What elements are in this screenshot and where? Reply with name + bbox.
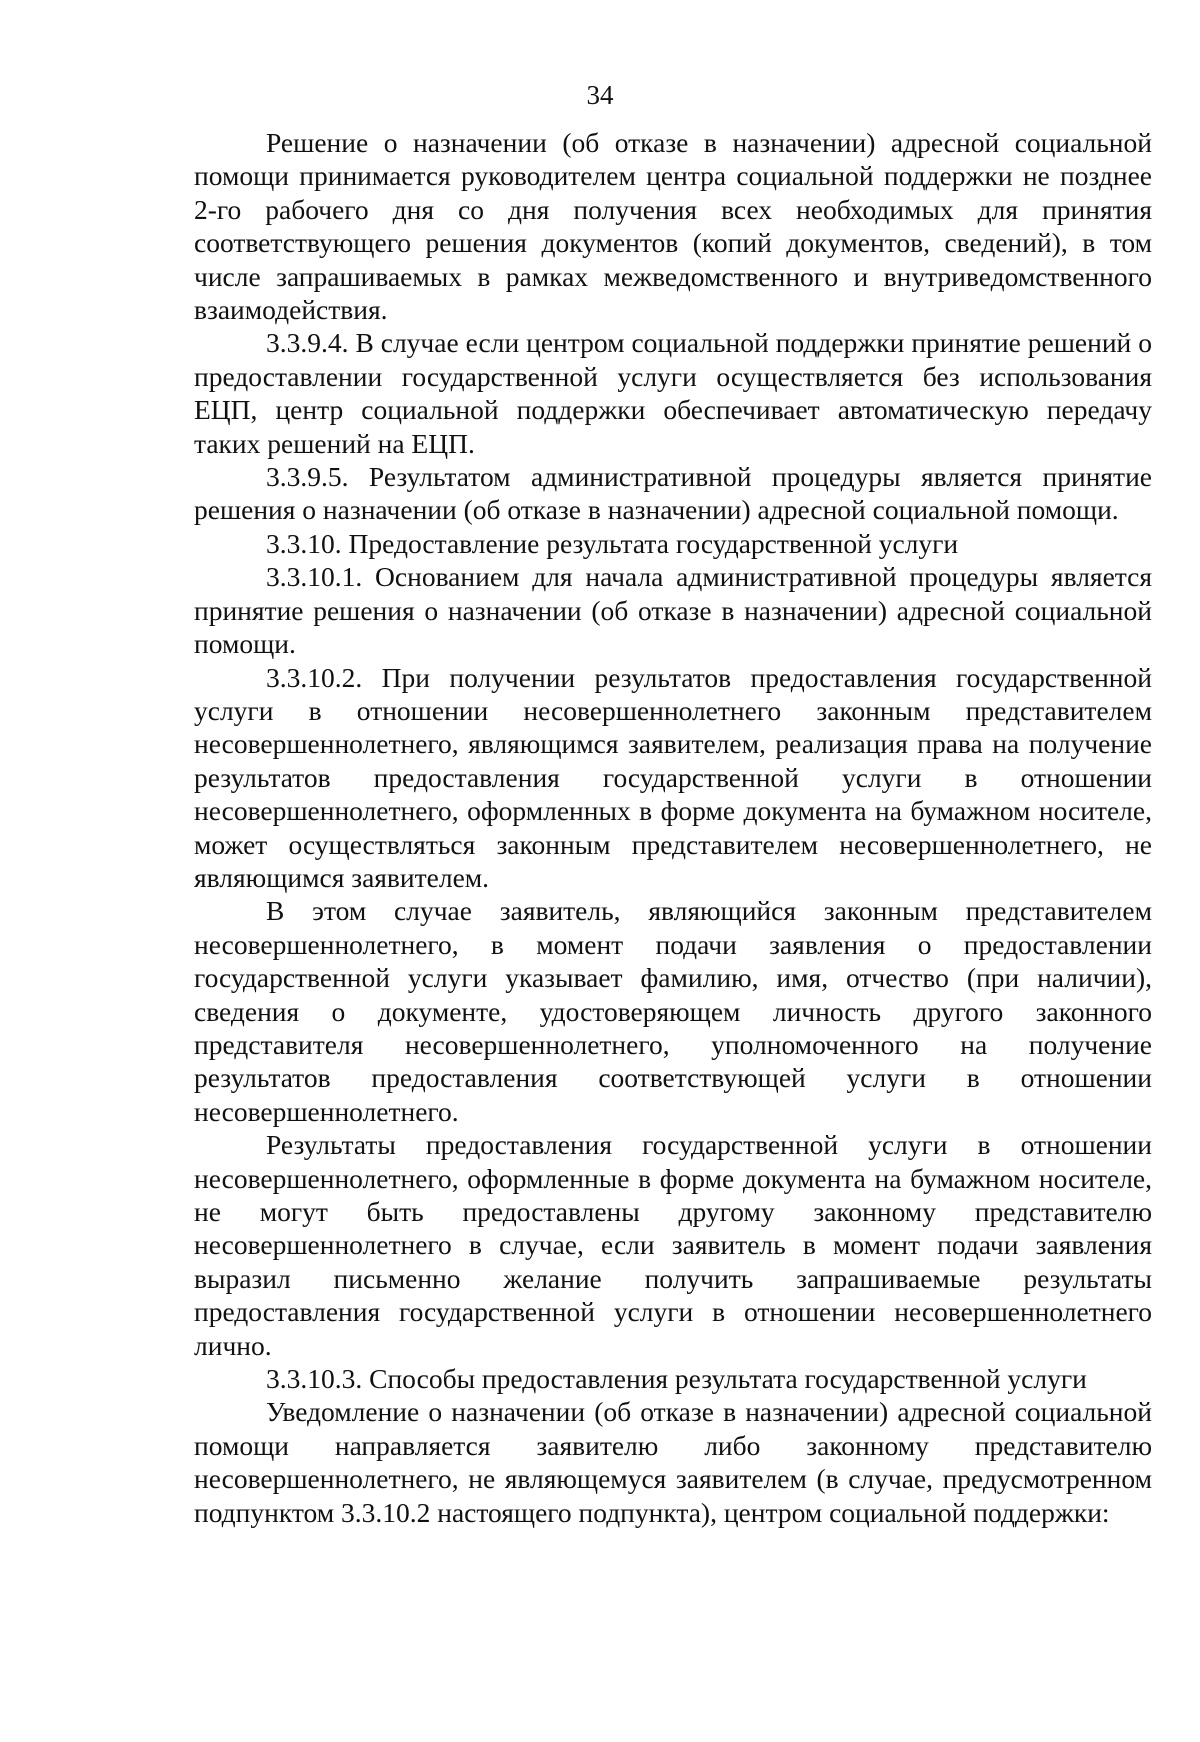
section-heading-3-3-10: 3.3.10. Предоставление результата государственной услуги [266, 527, 959, 559]
paragraph-3-3-9-5: 3.3.9.5. Результатом административной процедуры является принятие решения о назначении (об отказе в назначении) адресной социальной помощи. [194, 461, 1152, 526]
paragraph-decision-deadline: Решение о назначении (об отказе в назначении) адресной социальной помощи принимается руководителем центра социальной поддержки не позднее 2-го рабочего дня со дня получения всех необходимых для принятия соответствующего решения документов (копий документов, сведений), в том числе запрашиваемых в рамках межведомственного и внутриведомственного взаимодействия. [194, 127, 1152, 326]
page-number: 34 [586, 80, 614, 110]
paragraph-3-3-9-4: 3.3.9.4. В случае если центром социальной поддержки принятие решений о предоставлении государственной услуги осуществляется без использования ЕЦП, центр социальной поддержки обеспечивает автоматическую передачу таких решений на ЕЦП. [194, 327, 1152, 459]
document-body [194, 126, 1152, 1529]
paragraph-applicant-representative: В этом случае заявитель, являющийся законным представителем несовершеннолетнего, в момент подачи заявления о предоставлении государственной услуги указывает фамилию, имя, отчество (при наличии), сведения о документе, удостоверяющем личность другого законного представителя несовершеннолетнего, уполномоченного на получение результатов предоставления соответствующей услуги в отношении несовершеннолетнего. [194, 895, 1152, 1127]
paragraph-results-restriction: Результаты предоставления государственной услуги в отношении несовершеннолетнего, оформленные в форме документа на бумажном носителе, не могут быть предоставлены другому законному представителю несовершеннолетнего в случае, если заявитель в момент подачи заявления выразил письменно желание получить запрашиваемые результаты предоставления государственной услуги в отношении несовершеннолетнего лично. [194, 1129, 1152, 1361]
paragraph-3-3-10-2: 3.3.10.2. При получении результатов предоставления государственной услуги в отношении несовершеннолетнего законным представителем несовершеннолетнего, являющимся заявителем, реализация права на получение результатов предоставления государственной услуги в отношении несовершеннолетнего, оформленных в форме документа на бумажном носителе, может осуществляться законным представителем несовершеннолетнего, не являющимся заявителем. [194, 661, 1152, 893]
paragraph-notification: Уведомление о назначении (об отказе в назначении) адресной социальной помощи направляется заявителю либо законному представителю несовершеннолетнего, не являющемуся заявителем (в случае, предусмотренном подпунктом 3.3.10.2 настоящего подпункта), центром социальной поддержки: [194, 1396, 1152, 1528]
section-heading-3-3-10-3: 3.3.10.3. Способы предоставления результата государственной услуги [266, 1363, 1087, 1395]
paragraph-3-3-10-1: 3.3.10.1. Основанием для начала административной процедуры является принятие решения о назначении (об отказе в назначении) адресной социальной помощи. [194, 561, 1152, 660]
